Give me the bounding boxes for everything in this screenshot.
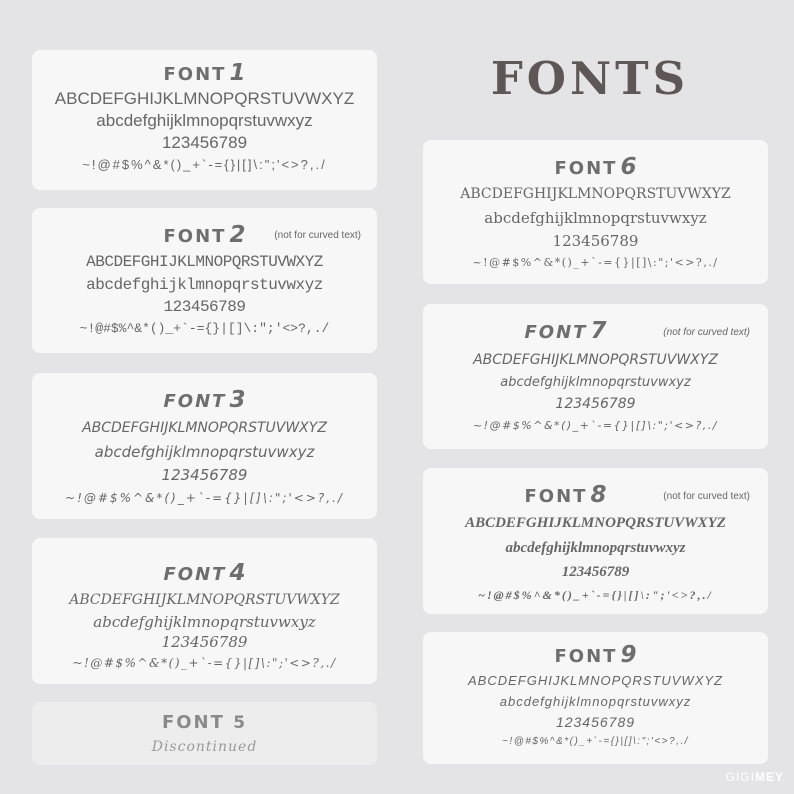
digits-sample: 123456789 [161, 633, 248, 651]
font-label: FONT [554, 158, 618, 179]
uppercase-sample: ABCDEFGHIJKLMNOPQRSTUVWXYZ [468, 673, 723, 688]
symbols-sample: ~!@#$%^&*()_+`-={}|[]\:";'<>?,./ [65, 491, 344, 505]
font-card-6 [423, 140, 768, 284]
font-label: FONT [161, 712, 225, 733]
lowercase-sample: abcdefghijklmnopqrstuvwxyz [484, 209, 707, 227]
page-title: FONTS [490, 52, 690, 105]
font-title [423, 152, 768, 184]
lowercase-sample: abcdefghijklmnopqrstuvwxyz [94, 443, 315, 461]
uppercase-sample: ABCDEFGHIJKLMNOPQRSTUVWXYZ [86, 253, 323, 271]
font-title [32, 708, 377, 738]
font-label: FONT [524, 322, 588, 343]
font-number: 1 [229, 60, 246, 86]
font-number: 4 [229, 560, 246, 586]
digits-sample: 123456789 [161, 466, 248, 484]
font-label: FONT [163, 64, 227, 85]
curved-text-note: (not for curved text) [663, 491, 750, 502]
brand-part2: MEY [754, 770, 784, 784]
symbols-sample: ~!@#$%^&*()_+`-={}|[]\:";'<>?,./ [502, 736, 689, 747]
symbols-sample: ~!@#$%^&*()_+`-={}|[]\:";'<>?,./ [472, 419, 719, 432]
font-card-1 [32, 50, 377, 190]
uppercase-sample: ABCDEFGHIJKLMNOPQRSTUVWXYZ [460, 186, 731, 202]
lowercase-sample: abcdefghijklmnopqrstuvwxyz [505, 540, 686, 556]
lowercase-sample: abcdefghijklmnopqrstuvwxyz [499, 694, 692, 709]
digits-sample: 123456789 [555, 396, 636, 412]
font-number: 7 [590, 318, 607, 344]
digits-sample: 123456789 [555, 714, 636, 730]
font-number: 2 [229, 222, 246, 248]
font-title [32, 385, 377, 417]
curved-text-note: (not for curved text) [663, 327, 750, 338]
font-card-5 [32, 702, 377, 765]
uppercase-sample: ABCDEFGHIJKLMNOPQRSTUVWXYZ [465, 515, 726, 531]
symbols-sample: ~!@#$%^&*()_+`-={}|[]\:";'<>?,./ [72, 656, 337, 670]
font-title [423, 640, 768, 672]
uppercase-sample: ABCDEFGHIJKLMNOPQRSTUVWXYZ [54, 89, 355, 108]
font-card-2 [32, 208, 377, 353]
font-number: 5 [233, 713, 248, 733]
brand-part1: GIGI [725, 770, 755, 784]
lowercase-sample: abcdefghijklmnopqrstuvwxyz [86, 276, 323, 294]
font-number: 8 [590, 482, 607, 508]
discontinued-label: Discontinued [151, 739, 258, 755]
font-label: FONT [524, 486, 588, 507]
font-number: 6 [620, 154, 637, 180]
font-card-7 [423, 304, 768, 449]
lowercase-sample: abcdefghijklmnopqrstuvwxyz [500, 375, 691, 390]
font-label: FONT [163, 391, 227, 412]
font-number: 9 [620, 642, 637, 668]
digits-sample: 123456789 [163, 298, 246, 316]
font-label: FONT [163, 226, 227, 247]
font-title [32, 558, 377, 590]
symbols-sample: ~!@#$%^&*()_+`-={}|[]\:";'<>?,./ [82, 157, 327, 172]
uppercase-sample: ABCDEFGHIJKLMNOPQRSTUVWXYZ [82, 420, 327, 436]
lowercase-sample: abcdefghijklmnopqrstuvwxyz [96, 111, 313, 130]
font-card-4 [32, 538, 377, 684]
symbols-sample: ~!@#$%^&*()_+`-={}|[]\:";'<>?,./ [478, 588, 713, 602]
digits-sample: 123456789 [552, 232, 639, 250]
digits-sample: 123456789 [561, 564, 630, 580]
font-card-9 [423, 632, 768, 764]
curved-text-note: (not for curved text) [274, 230, 361, 241]
font-title [32, 58, 377, 90]
font-card-3 [32, 373, 377, 519]
symbols-sample: ~!@#$%^&*()_+`-={}|[]\:";'<>?,./ [472, 256, 719, 269]
font-card-8 [423, 468, 768, 614]
digits-sample: 123456789 [161, 133, 248, 152]
font-label: FONT [163, 564, 227, 585]
symbols-sample: ~!@#$%^&*()_+`-={}|[]\:";'<>?,./ [79, 321, 330, 336]
font-number: 3 [229, 387, 246, 413]
uppercase-sample: ABCDEFGHIJKLMNOPQRSTUVWXYZ [69, 592, 340, 608]
lowercase-sample: abcdefghijklmnopqrstuvwxyz [93, 613, 316, 631]
uppercase-sample: ABCDEFGHIJKLMNOPQRSTUVWXYZ [473, 352, 718, 368]
font-label: FONT [554, 646, 618, 667]
brand-logo [726, 770, 784, 784]
